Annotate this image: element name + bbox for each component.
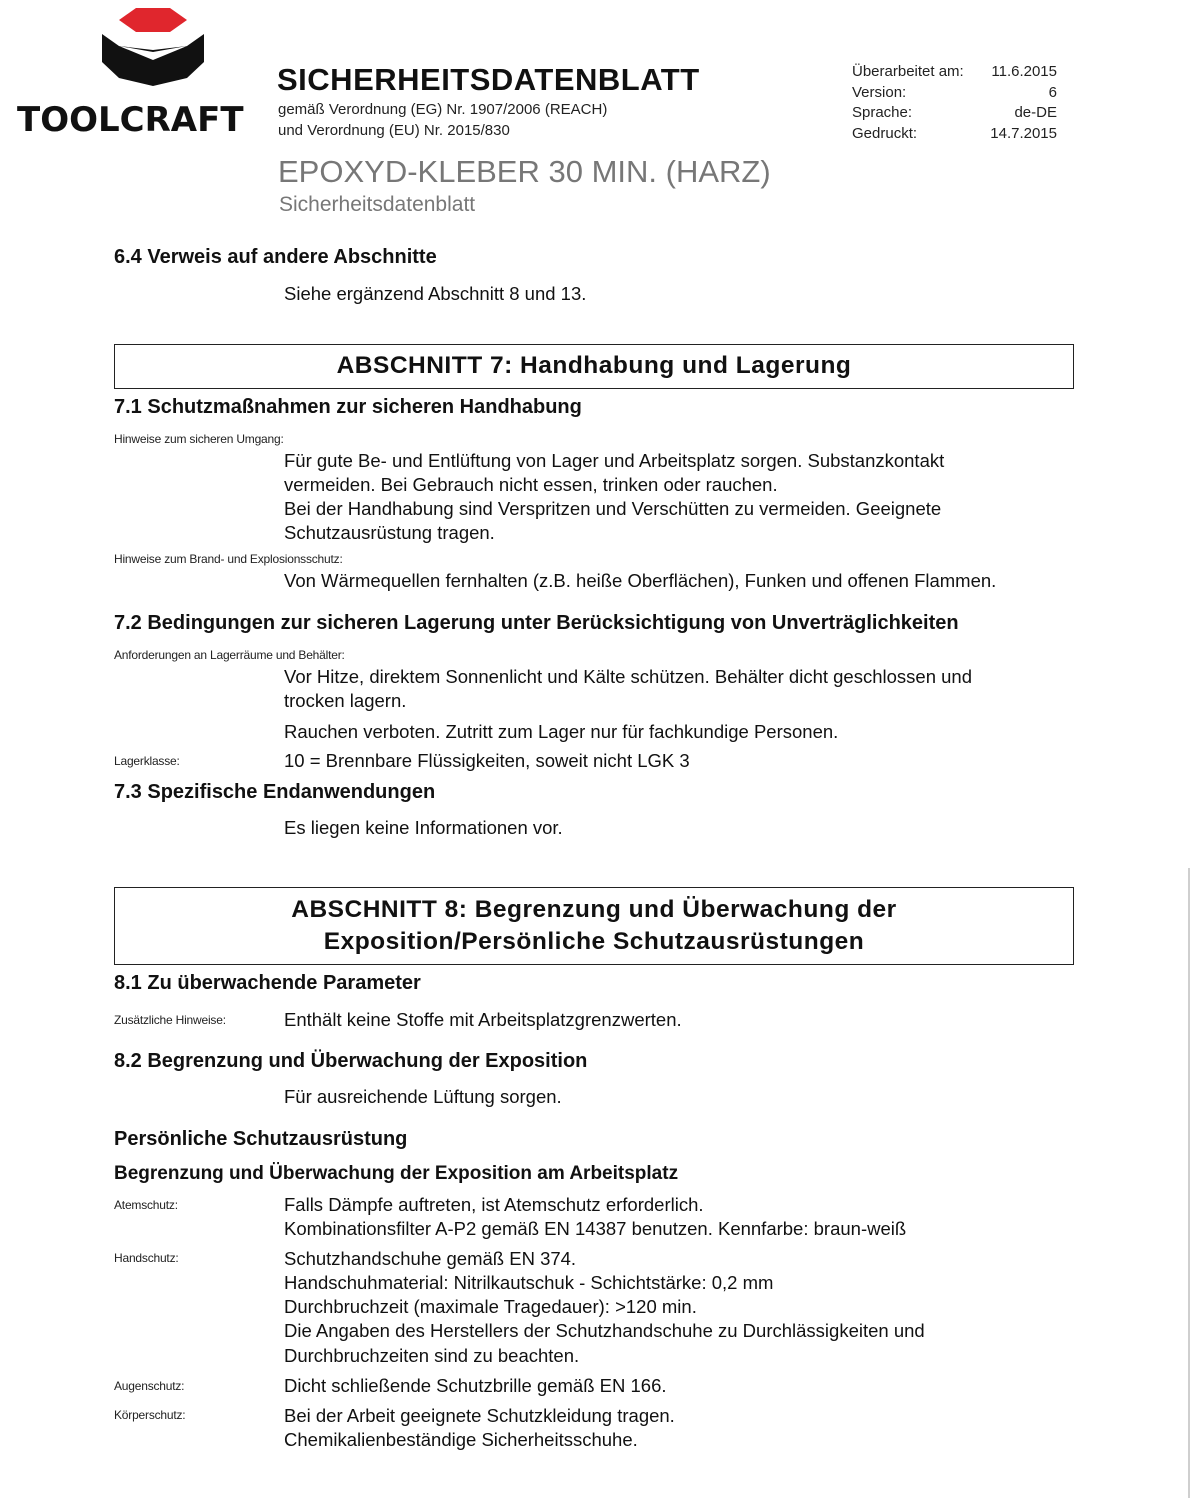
logo-wordmark: TOOLCRAFT bbox=[17, 100, 244, 140]
line: Die Angaben des Herstellers der Schutzhandschuhe zu Durchlässigkeiten und bbox=[284, 1320, 925, 1341]
line: Bei der Handhabung sind Verspritzen und Verschütten zu vermeiden. Geeignete bbox=[284, 498, 942, 519]
line: Durchbruchzeiten sind zu beachten. bbox=[284, 1345, 580, 1366]
toolcraft-logo bbox=[14, 6, 264, 146]
ppe-heading: Persönliche Schutzausrüstung bbox=[114, 1128, 408, 1150]
label-body-protection: Körperschutz: bbox=[114, 1408, 186, 1422]
regulation-line-2: und Verordnung (EU) Nr. 2015/830 bbox=[278, 122, 510, 139]
section-8-title-line-1: ABSCHNITT 8: Begrenzung und Überwachung der bbox=[291, 896, 897, 923]
line: Von Wärmequellen fernhalten (z.B. heiße Oberflächen), Funken und offenen Flammen. bbox=[284, 570, 997, 591]
product-subtitle: Sicherheitsdatenblatt bbox=[279, 193, 476, 216]
section-6-4-heading: 6.4 Verweis auf andere Abschnitte bbox=[114, 246, 437, 268]
document-title: SICHERHEITSDATENBLATT bbox=[277, 62, 700, 97]
workplace-exposure-heading: Begrenzung und Überwachung der Exposition am Arbeitsplatz bbox=[114, 1163, 679, 1184]
line: Falls Dämpfe auftreten, ist Atemschutz erforderlich. bbox=[284, 1194, 704, 1215]
label-hand-protection: Handschutz: bbox=[114, 1251, 179, 1265]
meta-value: 11.6.2015 bbox=[991, 63, 1057, 80]
label-fire-protection: Hinweise zum Brand- und Explosionsschutz: bbox=[114, 552, 343, 566]
meta-value: 14.7.2015 bbox=[990, 125, 1057, 142]
section-8-2-heading: 8.2 Begrenzung und Überwachung der Exposition bbox=[114, 1050, 588, 1072]
label-additional-notes: Zusätzliche Hinweise: bbox=[114, 1013, 226, 1027]
line: Dicht schließende Schutzbrille gemäß EN 166. bbox=[284, 1375, 667, 1396]
line: Schutzausrüstung tragen. bbox=[284, 522, 495, 543]
section-7-1-heading: 7.1 Schutzmaßnahmen zur sicheren Handhabung bbox=[114, 396, 582, 418]
line: Schutzhandschuhe gemäß EN 374. bbox=[284, 1248, 577, 1269]
line: trocken lagern. bbox=[284, 690, 407, 711]
line: Kombinationsfilter A-P2 gemäß EN 14387 benutzen. Kennfarbe: braun-weiß bbox=[284, 1218, 907, 1239]
section-6-4-text: Siehe ergänzend Abschnitt 8 und 13. bbox=[284, 283, 587, 304]
logo-mark-icon bbox=[14, 6, 264, 96]
meta-value: 6 bbox=[1048, 84, 1057, 101]
product-name: EPOXYD-KLEBER 30 MIN. (HARZ) bbox=[278, 154, 771, 189]
section-7-3-heading: 7.3 Spezifische Endanwendungen bbox=[114, 781, 436, 803]
section-8-1-heading: 8.1 Zu überwachende Parameter bbox=[114, 972, 421, 994]
section-8-1-text: Enthält keine Stoffe mit Arbeitsplatzgrenzwerten. bbox=[284, 1009, 682, 1030]
section-7-title: ABSCHNITT 7: Handhabung und Lagerung bbox=[336, 352, 852, 379]
line: Für gute Be- und Entlüftung von Lager und Arbeitsplatz sorgen. Substanzkontakt bbox=[284, 450, 945, 471]
regulation-line-1: gemäß Verordnung (EG) Nr. 1907/2006 (REACH) bbox=[278, 101, 608, 118]
meta-key: Gedruckt: bbox=[852, 125, 918, 142]
label-storage-class: Lagerklasse: bbox=[114, 754, 180, 768]
line: Vor Hitze, direktem Sonnenlicht und Kälte schützen. Behälter dicht geschlossen und bbox=[284, 666, 972, 687]
meta-key: Sprache: bbox=[852, 104, 913, 121]
section-7-2-heading: 7.2 Bedingungen zur sicheren Lagerung unter Berücksichtigung von Unverträglichkeiten bbox=[114, 612, 959, 634]
section-8-title-line-2: Exposition/Persönliche Schutzausrüstungen bbox=[323, 928, 865, 955]
meta-key: Überarbeitet am: bbox=[852, 63, 964, 80]
line: vermeiden. Bei Gebrauch nicht essen, trinken oder rauchen. bbox=[284, 474, 778, 495]
storage-class-value: 10 = Brennbare Flüssigkeiten, soweit nicht LGK 3 bbox=[284, 750, 690, 771]
label-respiratory: Atemschutz: bbox=[114, 1198, 178, 1212]
label-storage-requirements: Anforderungen an Lagerräume und Behälter: bbox=[114, 648, 345, 662]
section-7-3-text: Es liegen keine Informationen vor. bbox=[284, 817, 563, 838]
label-eye-protection: Augenschutz: bbox=[114, 1379, 185, 1393]
line: Durchbruchzeit (maximale Tragedauer): >120 min. bbox=[284, 1296, 697, 1317]
label-safe-handling: Hinweise zum sicheren Umgang: bbox=[114, 432, 284, 446]
meta-value: de-DE bbox=[1014, 104, 1057, 121]
section-8-title-box bbox=[114, 887, 1074, 965]
section-7-title-box bbox=[114, 344, 1074, 389]
meta-key: Version: bbox=[852, 84, 907, 101]
line: Chemikalienbeständige Sicherheitsschuhe. bbox=[284, 1429, 638, 1450]
line: Handschuhmaterial: Nitrilkautschuk - Schichtstärke: 0,2 mm bbox=[284, 1272, 774, 1293]
line: Rauchen verboten. Zutritt zum Lager nur für fachkundige Personen. bbox=[284, 721, 839, 742]
section-8-2-text: Für ausreichende Lüftung sorgen. bbox=[284, 1086, 562, 1107]
line: Bei der Arbeit geeignete Schutzkleidung tragen. bbox=[284, 1405, 675, 1426]
